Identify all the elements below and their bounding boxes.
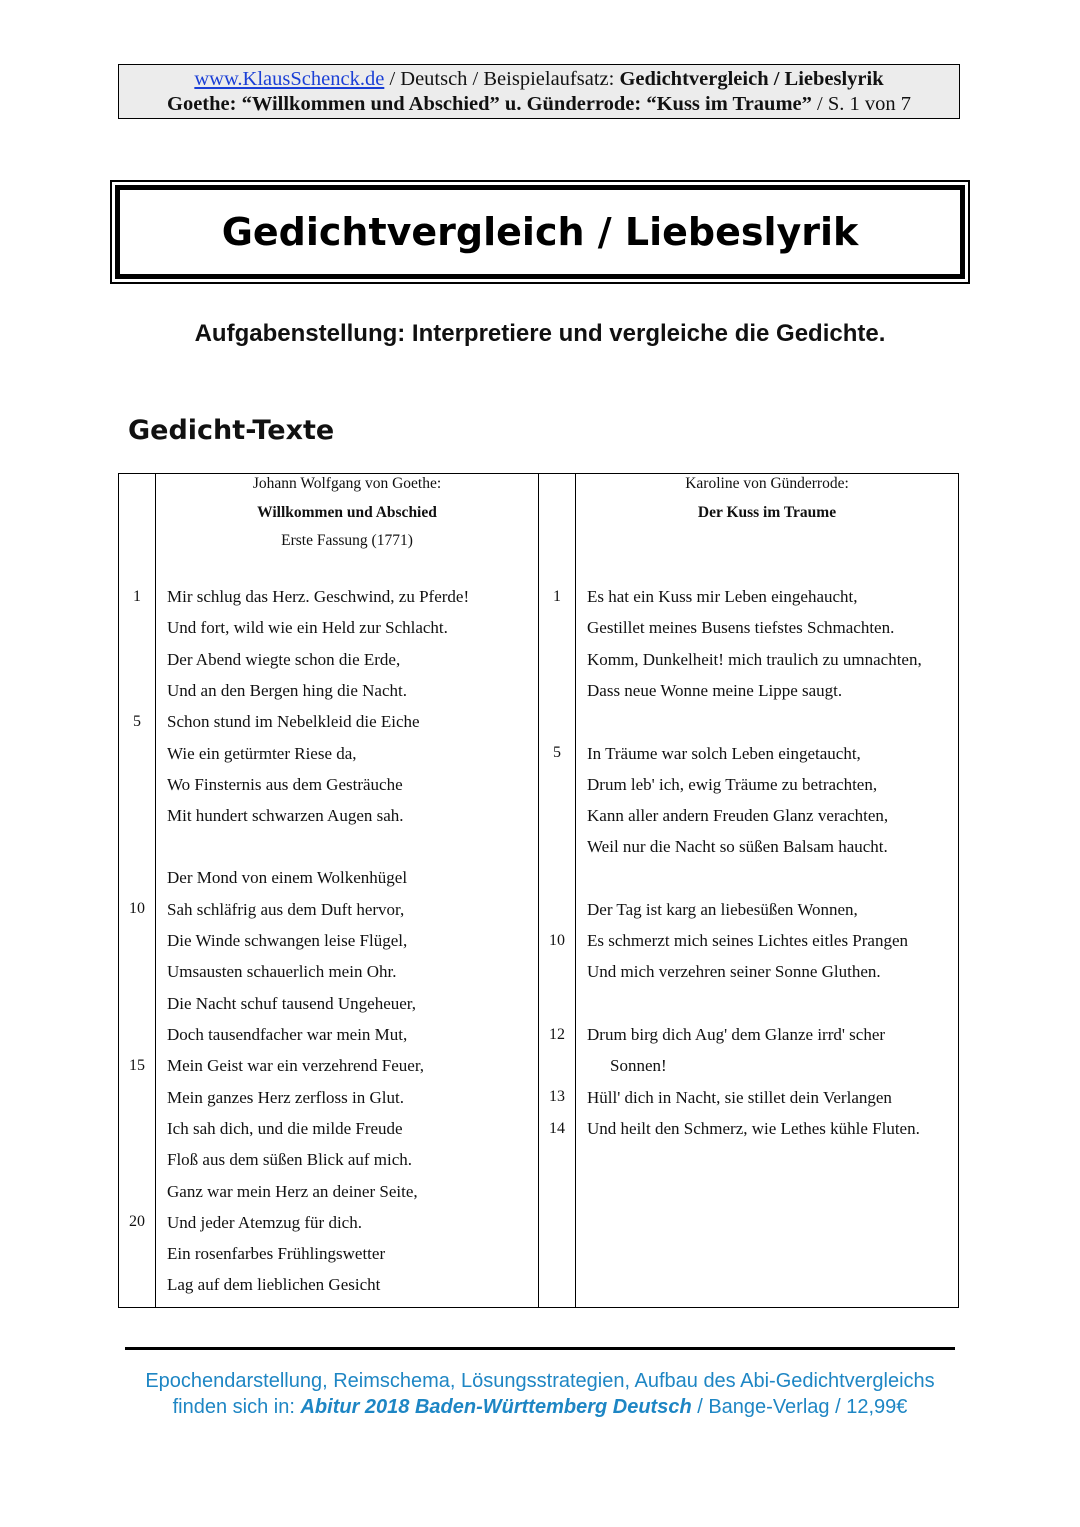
header-topic: Gedichtvergleich / Liebeslyrik <box>619 68 884 90</box>
poem-right-header <box>576 470 958 527</box>
poem-left-title: Willkommen und Abschied <box>257 503 437 521</box>
site-link[interactable]: www.KlausSchenck.de <box>194 68 385 90</box>
line-number: 15 <box>129 1057 145 1074</box>
poem-left-header <box>156 470 538 556</box>
page-indicator: / S. 1 von 7 <box>811 93 911 115</box>
poem-line: Wo Finsternis aus dem Gesträuche <box>167 775 403 794</box>
poem-right-author: Karoline von Günderrode: <box>685 475 849 492</box>
poem-line: Floß aus dem süßen Blick auf mich. <box>167 1150 413 1169</box>
title-frame <box>110 180 970 284</box>
line-number: 14 <box>549 1120 565 1137</box>
poem-line: Und fort, wild wie ein Held zur Schlacht. <box>167 618 448 637</box>
poem-line: Und jeder Atemzug für dich. <box>167 1213 362 1232</box>
poem-line: Umsausten schauerlich mein Ohr. <box>167 962 397 981</box>
poem-line: Der Abend wiegte schon die Erde, <box>167 650 401 669</box>
poem-line: Und an den Bergen hing die Nacht. <box>167 681 407 700</box>
line-number: 5 <box>553 744 561 761</box>
line-number: 12 <box>549 1026 565 1043</box>
footer-publisher: / Bange-Verlag / 12,99€ <box>691 1396 908 1418</box>
poem-line: Ich sah dich, und die milde Freude <box>167 1119 403 1138</box>
poem-table <box>118 473 959 1308</box>
line-number: 5 <box>133 713 141 730</box>
poem-right-title: Der Kuss im Traume <box>697 503 837 521</box>
poem-line: Und heilt den Schmerz, wie Lethes kühle Fluten. <box>587 1119 920 1138</box>
poem-line: Dass neue Wonne meine Lippe saugt. <box>587 681 843 700</box>
poem-line: Der Tag ist karg an liebesüßen Wonnen, <box>587 900 858 919</box>
line-number: 10 <box>129 900 145 917</box>
footer-line-2 <box>0 1394 1080 1420</box>
poem-line: Mein ganzes Herz zerfloss in Glut. <box>167 1088 404 1107</box>
footer-prefix: finden sich in: <box>172 1396 301 1418</box>
poem-line: Schon stund im Nebelkleid die Eiche <box>167 712 420 731</box>
poem-line: Lag auf dem lieblichen Gesicht <box>167 1275 381 1294</box>
line-number: 10 <box>549 932 565 949</box>
poem-line: In Träume war solch Leben eingetaucht, <box>587 744 861 763</box>
header-line-2 <box>119 92 959 117</box>
poem-line: Drum leb' ich, ewig Träume zu betrachten, <box>587 775 878 794</box>
footer-note <box>0 1368 1080 1420</box>
poem-line: Die Winde schwangen leise Flügel, <box>167 931 408 950</box>
poem-line: Doch tausendfacher war mein Mut, <box>167 1025 408 1044</box>
footer-divider <box>125 1347 955 1350</box>
poem-line: Die Nacht schuf tausend Ungeheuer, <box>167 994 417 1013</box>
poem-line: Weil nur die Nacht so süßen Balsam haucht. <box>587 837 888 856</box>
line-number: 1 <box>133 588 141 605</box>
poem-line: Sonnen! <box>610 1056 667 1075</box>
header-line-1 <box>119 67 959 92</box>
line-number: 1 <box>553 588 561 605</box>
poem-line: Es schmerzt mich seines Lichtes eitles Prangen <box>587 931 909 950</box>
book-title: Abitur 2018 Baden-Württemberg Deutsch <box>300 1396 692 1418</box>
page-title: Gedichtvergleich / Liebeslyrik <box>115 185 965 279</box>
poem-left-subtitle: Erste Fassung (1771) <box>281 532 413 549</box>
column-divider <box>155 474 156 1307</box>
poem-line: Wie ein getürmter Riese da, <box>167 744 357 763</box>
page-header <box>118 64 960 119</box>
poem-line: Drum birg dich Aug' dem Glanze irrd' scher <box>587 1025 886 1044</box>
poem-line: Mein Geist war ein verzehrend Feuer, <box>167 1056 425 1075</box>
line-number: 13 <box>549 1088 565 1105</box>
poem-line: Hüll' dich in Nacht, sie stillet dein Verlangen <box>587 1088 892 1107</box>
poem-line: Komm, Dunkelheit! mich traulich zu umnachten, <box>587 650 922 669</box>
poem-line: Mit hundert schwarzen Augen sah. <box>167 806 404 825</box>
poem-line: Ein rosenfarbes Frühlingswetter <box>167 1244 386 1263</box>
section-heading: Gedicht-Texte <box>128 415 335 446</box>
poem-line: Sah schläfrig aus dem Duft hervor, <box>167 900 405 919</box>
poem-line: Gestillet meines Busens tiefstes Schmachten. <box>587 618 895 637</box>
poem-left-author: Johann Wolfgang von Goethe: <box>252 475 442 492</box>
header-path: / Deutsch / Beispielaufsatz: <box>384 68 620 90</box>
poem-line: Mir schlug das Herz. Geschwind, zu Pferde! <box>167 587 470 606</box>
header-poems: Goethe: “Willkommen und Abschied” u. Günderrode: “Kuss im Traume” <box>167 93 812 115</box>
task-statement: Aufgabenstellung: Interpretiere und vergleiche die Gedichte. <box>194 320 886 347</box>
column-divider <box>575 474 576 1307</box>
poem-line: Und mich verzehren seiner Sonne Gluthen. <box>587 962 881 981</box>
poem-line: Es hat ein Kuss mir Leben eingehaucht, <box>587 587 858 606</box>
line-number: 20 <box>129 1213 145 1230</box>
poem-line: Der Mond von einem Wolkenhügel <box>167 868 408 887</box>
footer-line-1: Epochendarstellung, Reimschema, Lösungsstrategien, Aufbau des Abi-Gedichtvergleichs <box>145 1370 935 1392</box>
poem-line: Kann aller andern Freuden Glanz verachten, <box>587 806 889 825</box>
poem-line: Ganz war mein Herz an deiner Seite, <box>167 1182 418 1201</box>
